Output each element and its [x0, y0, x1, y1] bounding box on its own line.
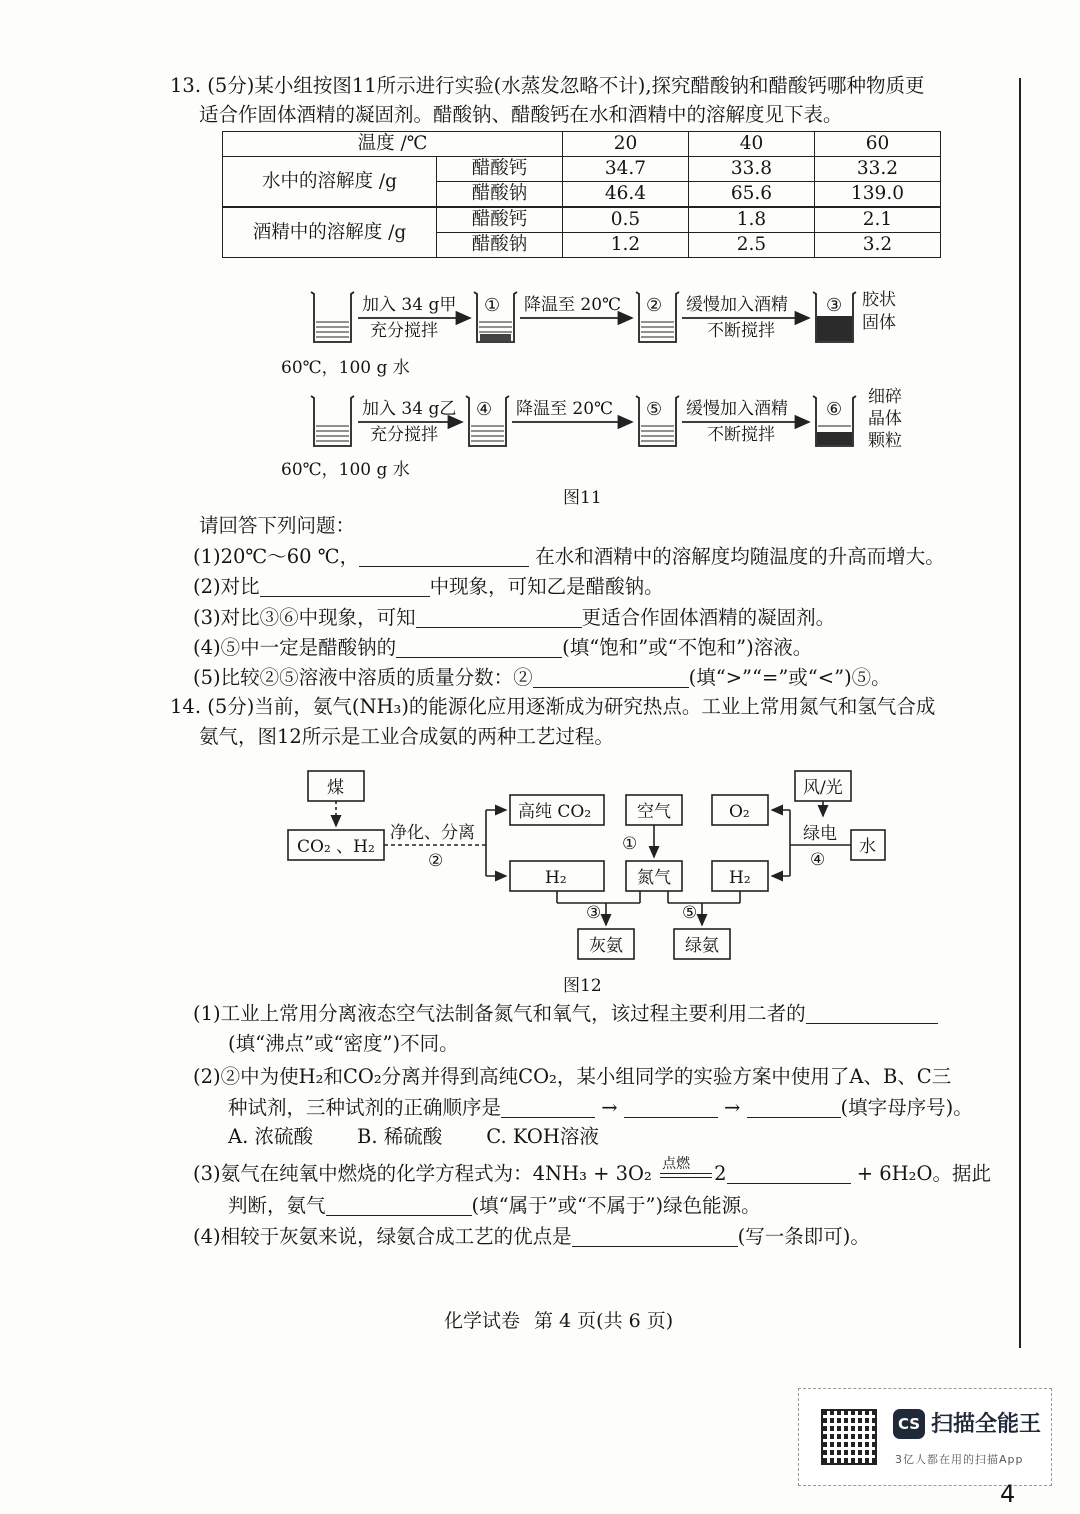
q14-sub3-text-b: 2 [714, 1162, 727, 1185]
q13-sub4-text-b: (填“饱和”或“不饱和”)溶液。 [562, 636, 813, 659]
crystal-label-3: 颗粒 [868, 431, 902, 451]
table-cell: 3.2 [815, 233, 941, 258]
table-cell: 0.5 [563, 207, 689, 233]
answer-blank[interactable] [572, 1226, 738, 1247]
purify-label: 净化、分离 [390, 823, 475, 843]
q13-sub4-text-a: (4)⑤中一定是醋酸钠的 [193, 636, 397, 659]
table-alcohol-label: 酒精中的溶解度 /g [223, 207, 437, 258]
q14-sub1-line2: (填“沸点”或“密度”)不同。 [228, 1032, 459, 1055]
q13-line2: 适合作固体酒精的凝固剂。醋酸钠、醋酸钙在水和酒精中的溶解度见下表。 [199, 103, 843, 126]
row2-add-label: 加入 34 g乙 [362, 399, 457, 419]
row2-stir-label: 充分搅拌 [370, 425, 438, 445]
q14-sub1-text-a: (1)工业上常用分离液态空气法制备氮气和氧气，该过程主要利用二者的 [193, 1002, 806, 1025]
gel-label-2: 固体 [862, 313, 896, 333]
row1-cool-label: 降温至 20℃ [524, 295, 622, 315]
scanner-watermark [798, 1388, 1052, 1486]
table-row-label: 醋酸钙 [437, 157, 563, 182]
footer-page: 第 4 页(共 6 页) [534, 1310, 674, 1332]
circle-4-label: ④ [810, 850, 826, 870]
sequence-arrow: → [601, 1096, 618, 1119]
q14-sub3 [193, 1156, 991, 1188]
q14-sub4-text-b: (写一条即可)。 [737, 1225, 870, 1248]
figure-11-caption: 图11 [563, 488, 602, 508]
nitrogen-label: 氮气 [637, 868, 671, 888]
option-c: C. KOH溶液 [486, 1125, 599, 1148]
table-cell: 2.1 [815, 207, 941, 233]
table-temp-20: 20 [563, 132, 689, 157]
coal-label: 煤 [327, 778, 344, 798]
q13-sub3-text-a: (3)对比③⑥中现象，可知 [193, 606, 416, 629]
answer-blank[interactable] [747, 1097, 841, 1118]
q14-sub2-line2 [228, 1094, 973, 1122]
q14-sub3-text-e: (填“属于”或“不属于”)绿色能源。 [471, 1194, 761, 1217]
o2-label: O₂ [729, 802, 750, 822]
circle-3-label: ③ [586, 903, 602, 923]
gel-label-1: 胶状 [862, 290, 896, 310]
pure-co2-label: 高纯 CO₂ [518, 802, 592, 822]
q14-sub3-text-c: + 6H₂O。据此 [856, 1162, 991, 1185]
row1-add-alcohol-label: 缓慢加入酒精 [686, 295, 788, 315]
crystal-label-1: 细碎 [868, 387, 902, 407]
air-label: 空气 [637, 802, 671, 822]
table-cell: 139.0 [815, 182, 941, 208]
table-cell: 33.8 [689, 157, 815, 182]
start-label-2: 60℃，100 g 水 [281, 460, 410, 480]
table-temp-40: 40 [689, 132, 815, 157]
sequence-arrow: → [723, 1096, 741, 1119]
scanner-app-tagline: 3亿人都在用的扫描App [895, 1453, 1024, 1466]
table-temp-60: 60 [815, 132, 941, 157]
circle-1-label: ① [622, 834, 638, 854]
q14-sub3-text-d: 判断，氨气 [228, 1194, 326, 1217]
start-label-1: 60℃，100 g 水 [281, 358, 410, 378]
qr-code-icon [821, 1409, 877, 1465]
table-cell: 2.5 [689, 233, 815, 258]
answer-blank[interactable] [727, 1163, 851, 1184]
answer-blank[interactable] [624, 1097, 718, 1118]
h2-left-label: H₂ [545, 868, 567, 888]
q13-sub2-text-a: (2)对比 [193, 575, 260, 598]
wind-light-label: 风/光 [803, 778, 843, 798]
green-ammonia-label: 绿氨 [685, 936, 719, 956]
q13-prompt: 请回答下列问题： [199, 514, 356, 537]
table-cell: 33.2 [815, 157, 941, 182]
co2-h2-label: CO₂ 、H₂ [297, 837, 375, 857]
q14-sub4-text-a: (4)相较于灰氨来说，绿氨合成工艺的优点是 [193, 1225, 572, 1248]
circle-num-5: ⑤ [646, 399, 663, 420]
row1-add-label: 加入 34 g甲 [362, 295, 457, 315]
q13-sub1-text-b: 在水和酒精中的溶解度均随温度的升高而增大。 [535, 545, 945, 568]
circle-num-1: ① [484, 295, 501, 316]
table-cell: 1.2 [563, 233, 689, 258]
table-row-label: 醋酸钠 [437, 233, 563, 258]
crystal-label-2: 晶体 [868, 409, 902, 429]
q13-sub5-text-b: (填“>”“=”或“<”)⑤。 [688, 666, 891, 689]
table-water-label: 水中的溶解度 /g [223, 157, 437, 208]
circle-5-label: ⑤ [682, 903, 698, 923]
circle-num-3: ③ [826, 295, 843, 316]
scanner-app-name: 扫描全能王 [931, 1412, 1042, 1437]
q13-sub3-text-b: 更适合作固体酒精的凝固剂。 [581, 606, 836, 629]
gray-ammonia-label: 灰氨 [589, 936, 623, 956]
cs-logo-icon: CS [893, 1409, 925, 1439]
figure-12-caption: 图12 [563, 976, 602, 996]
q14-options [228, 1123, 599, 1151]
page-number: 4 [1000, 1480, 1016, 1508]
q14-sub1 [193, 1000, 938, 1028]
q14-sub2: (2)②中为使H₂和CO₂分离并得到高纯CO₂，某小组同学的实验方案中使用了A、B、C三 [193, 1065, 952, 1088]
circle-num-6: ⑥ [826, 399, 843, 420]
answer-blank[interactable] [501, 1097, 595, 1118]
table-row-label: 醋酸钠 [437, 182, 563, 208]
option-b: B. 稀硫酸 [356, 1125, 443, 1148]
circle-num-4: ④ [476, 399, 493, 420]
row2-cool-label: 降温至 20℃ [516, 399, 614, 419]
q14-line2: 氨气，图12所示是工业合成氨的两种工艺过程。 [199, 725, 614, 748]
q14-sub3-line2 [228, 1192, 761, 1220]
option-a: A. 浓硫酸 [228, 1125, 313, 1148]
row2-add-alcohol-label: 缓慢加入酒精 [686, 399, 788, 419]
page-footer [444, 1306, 687, 1333]
q13-sub2-text-b: 中现象，可知乙是醋酸钠。 [429, 575, 664, 598]
q14-sub3-text-a: (3)氨气在纯氧中燃烧的化学方程式为：4NH₃ + 3O₂ [193, 1162, 652, 1185]
q13-sub1-text-a: (1)20℃～60 ℃， [193, 545, 360, 568]
q14-line1: 14. (5分)当前，氨气(NH₃)的能源化应用逐渐成为研究热点。工业上常用氮气和氢气合成 [170, 695, 936, 718]
circle-num-2: ② [646, 295, 663, 316]
water-label: 水 [859, 837, 876, 857]
table-row-label: 醋酸钙 [437, 207, 563, 233]
table-cell: 46.4 [563, 182, 689, 208]
table-cell: 34.7 [563, 157, 689, 182]
row1-stir-label: 充分搅拌 [370, 321, 438, 341]
reaction-condition: 点燃 [662, 1156, 691, 1172]
answer-blank[interactable] [806, 1003, 938, 1024]
answer-blank[interactable] [326, 1195, 472, 1216]
q13-line1: 13. (5分)某小组按图11所示进行实验(水蒸发忽略不计),探究醋酸钠和醋酸钙哪种物质更 [170, 74, 925, 97]
table-cell: 1.8 [689, 207, 815, 233]
footer-subject: 化学试卷 [444, 1310, 521, 1332]
green-power-label: 绿电 [803, 824, 837, 844]
h2-right-label: H₂ [729, 868, 751, 888]
circle-2-label: ② [428, 851, 444, 871]
table-header-temp: 温度 /℃ [223, 132, 563, 157]
q13-sub5-text-a: (5)比较②⑤溶液中溶质的质量分数：② [193, 666, 533, 689]
q14-sub2-text-b: 种试剂，三种试剂的正确顺序是 [228, 1096, 502, 1119]
row1-keep-stir-label: 不断搅拌 [707, 321, 775, 341]
q14-sub4 [193, 1223, 870, 1251]
row2-keep-stir-label: 不断搅拌 [707, 425, 775, 445]
table-cell: 65.6 [689, 182, 815, 208]
q14-sub2-text-c: (填字母序号)。 [840, 1096, 973, 1119]
